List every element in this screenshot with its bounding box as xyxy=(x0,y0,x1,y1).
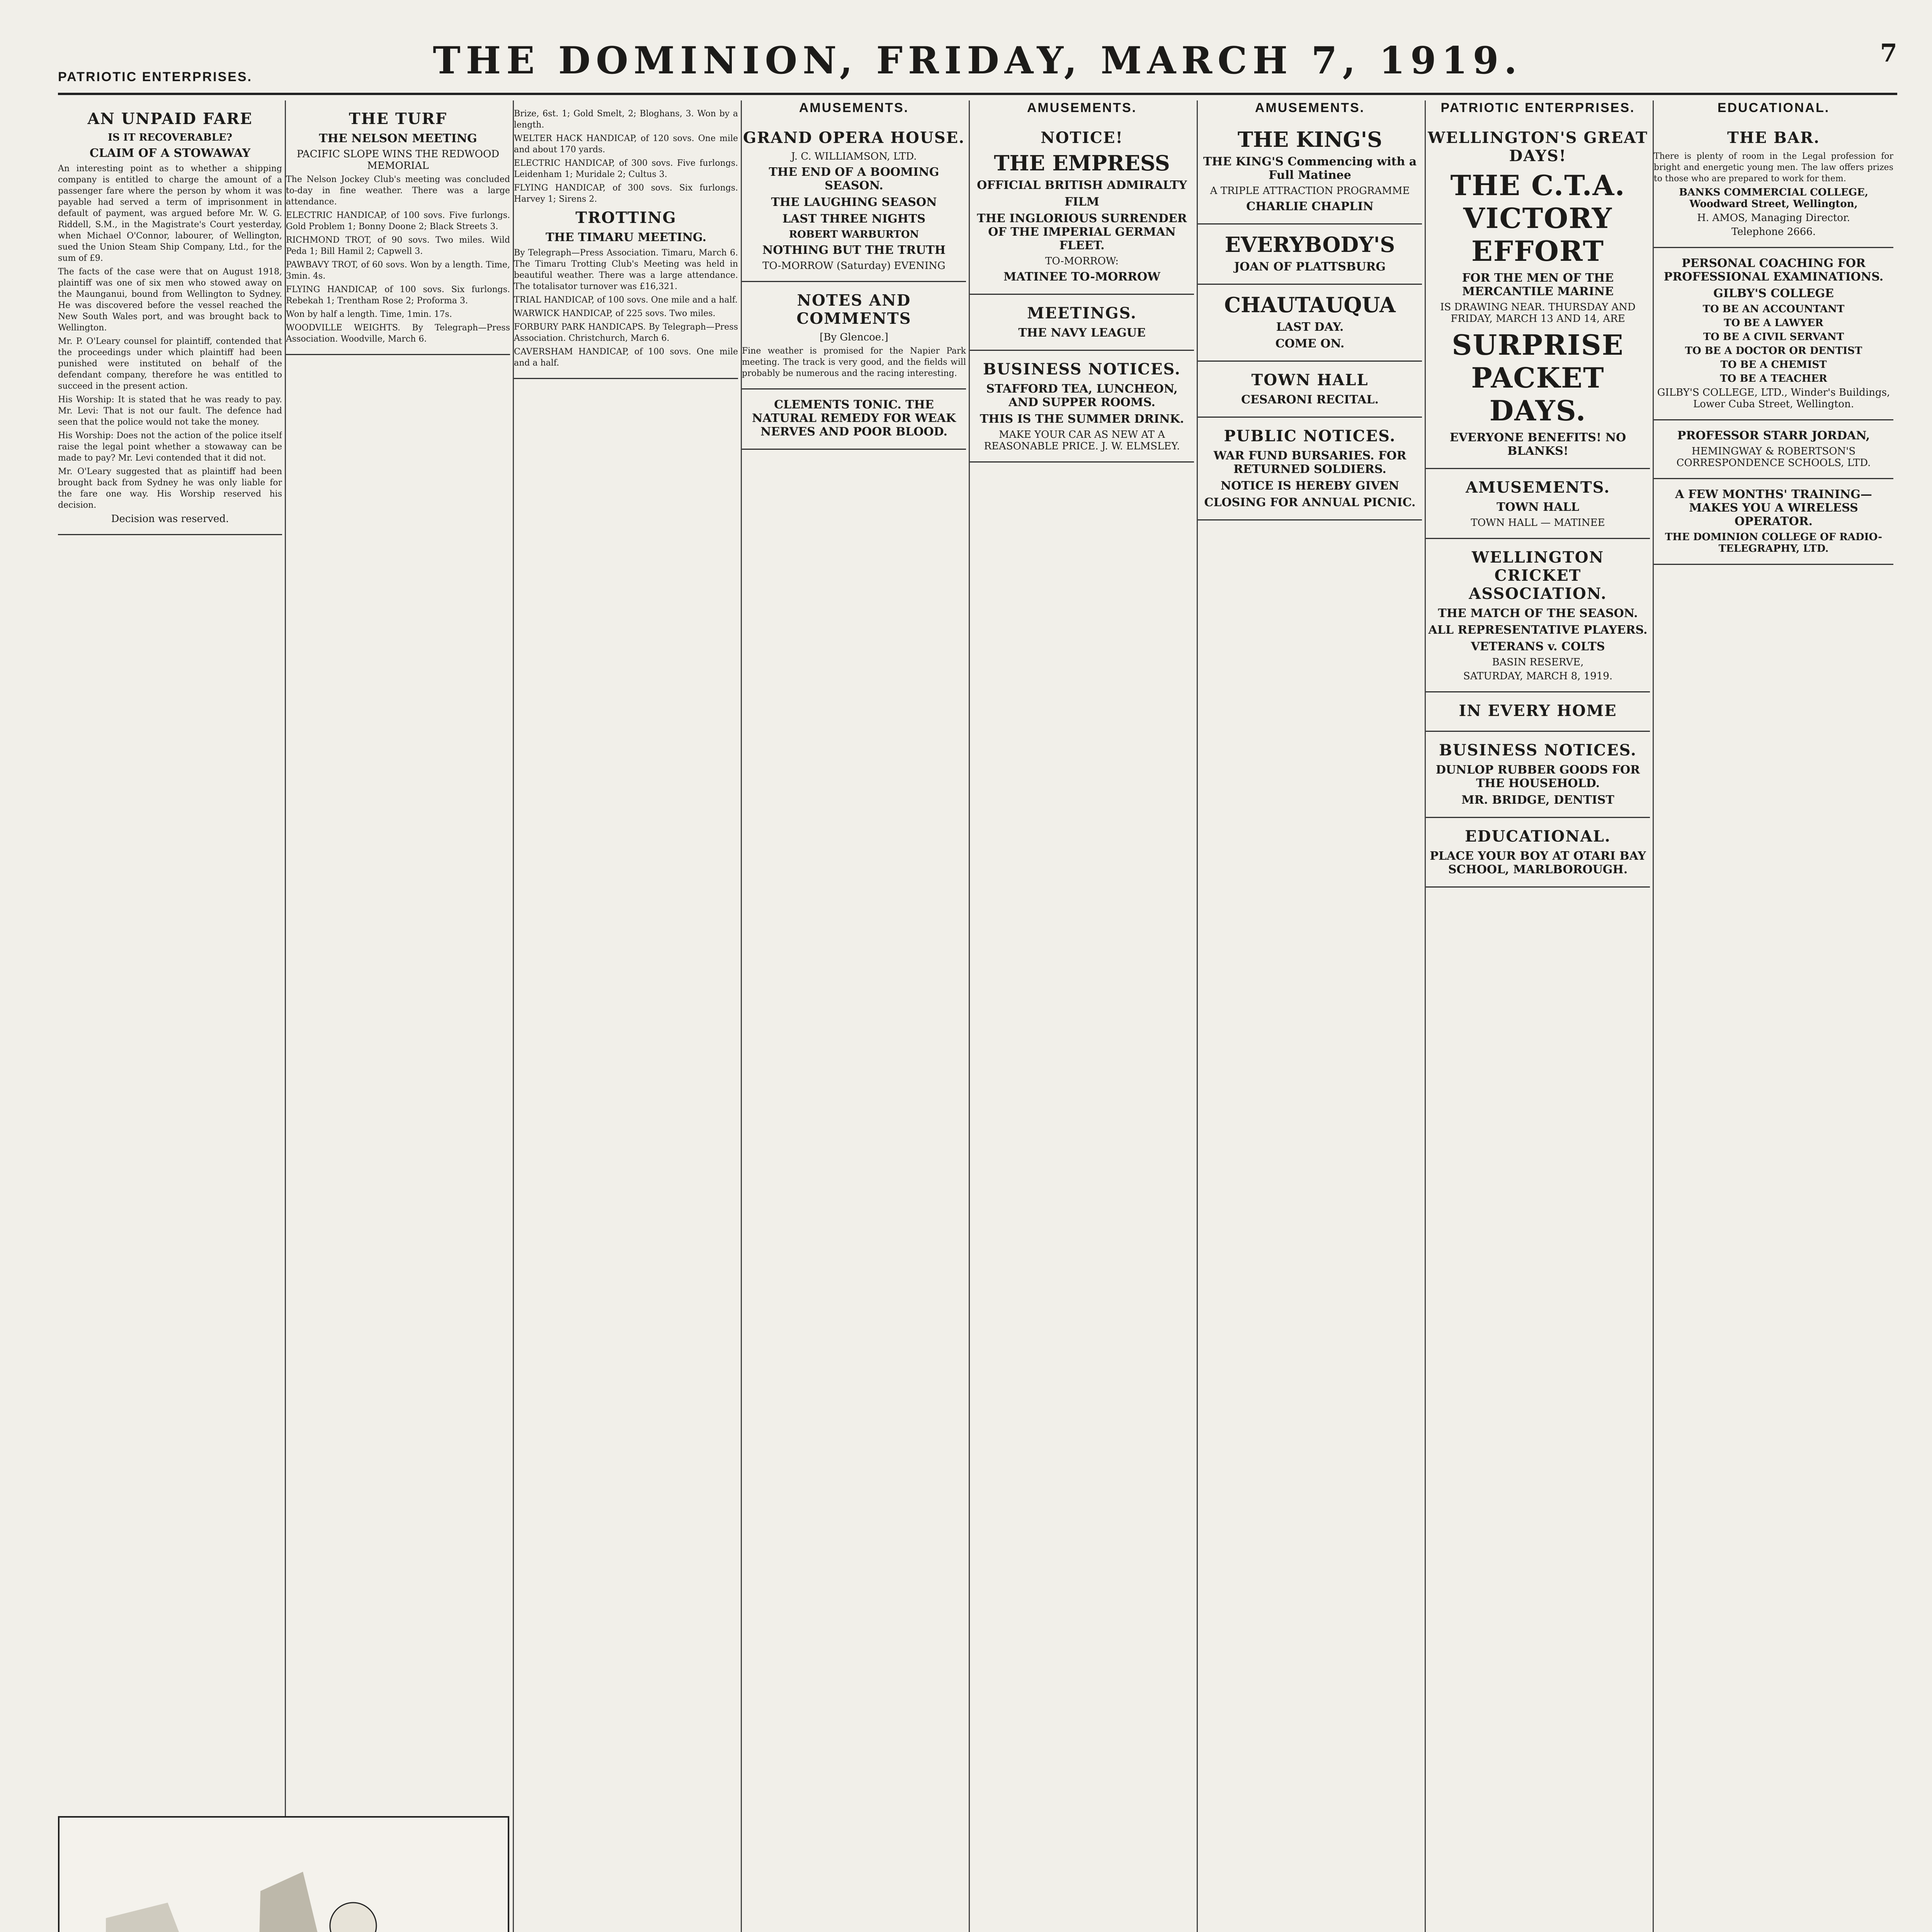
article-paragraph: Mr. P. O'Leary counsel for plaintiff, contended that the proceedings under which plaintiff had been punished were instituted on behalf of the defendant company, therefore he was entitled to succeed in the present action. xyxy=(58,337,282,391)
wireless-heading: A FEW MONTHS' TRAINING—MAKES YOU A WIRELESS OPERATOR. xyxy=(1675,488,1872,528)
triple-attraction: A TRIPLE ATTRACTION PROGRAMME xyxy=(1210,185,1410,197)
tomorrow-line: TO-MORROW: xyxy=(1045,255,1119,267)
every-home: IN EVERY HOME xyxy=(1459,702,1617,720)
article-subhead: PACIFIC SLOPE WINS THE REDWOOD MEMORIAL xyxy=(296,148,500,172)
article-paragraph: RICHMOND TROT, of 90 sovs. Two miles. Wild Peda 1; Bill Hamil 2; Capwell 3. xyxy=(286,235,510,256)
lawyer-line: TO BE A LAWYER xyxy=(1724,317,1823,329)
article-subhead: IS IT RECOVERABLE? xyxy=(108,132,232,143)
veterans-colts: VETERANS v. COLTS xyxy=(1471,640,1605,653)
article-paragraph: TRIAL HANDICAP, of 100 sovs. One mile and a half. xyxy=(514,295,738,305)
article-headline: THE TURF xyxy=(349,110,447,128)
page-number: 7 xyxy=(1880,39,1897,68)
notes-text: Fine weather is promised for the Napier Park meeting. The track is very good, and the fields will probably be numerous and the racing interesting. xyxy=(742,346,966,378)
newspaper-title: THE DOMINION, FRIDAY, MARCH 7, 1919. xyxy=(433,39,1522,82)
column-heading: AMUSEMENTS. xyxy=(1255,100,1365,115)
doctor-line: TO BE A DOCTOR OR DENTIST xyxy=(1685,345,1862,357)
accountant-line: TO BE AN ACCOUNTANT xyxy=(1702,303,1845,315)
article-paragraph: FORBURY PARK HANDICAPS. By Telegraph—Press Association. Christchurch, March 6. xyxy=(514,322,738,343)
article-paragraph: Brize, 6st. 1; Gold Smelt, 2; Bloghans, 3. Won by a length. xyxy=(514,109,738,130)
summer-drink-ad: THIS IS THE SUMMER DRINK. xyxy=(980,412,1184,426)
hemingway-schools: HEMINGWAY & ROBERTSON'S CORRESPONDENCE SCHOOLS, LTD. xyxy=(1676,446,1871,469)
telephone: Telephone 2666. xyxy=(1731,226,1816,238)
jordan-heading: PROFESSOR STARR JORDAN, xyxy=(1677,429,1870,442)
business-notices-heading: BUSINESS NOTICES. xyxy=(1439,741,1637,759)
town-hall: TOWN HALL xyxy=(1251,371,1369,389)
theatre-nights: LAST THREE NIGHTS xyxy=(782,212,925,226)
article-subhead: CLAIM OF A STOWAWAY xyxy=(89,146,251,160)
notice-heading: NOTICE! xyxy=(1041,129,1123,147)
column-heading: EDUCATIONAL. xyxy=(1717,100,1830,115)
article-headline: AN UNPAID FARE xyxy=(87,110,253,128)
chemist-line: TO BE A CHEMIST xyxy=(1720,359,1827,371)
article-paragraph: His Worship: Does not the action of the police itself raise the legal point whether a stowaway can be made to pay? Mr. Levi contended that it did not. xyxy=(58,431,282,463)
educational-heading: EDUCATIONAL. xyxy=(1465,827,1611,845)
gilby-college: GILBY'S COLLEGE xyxy=(1713,287,1834,300)
public-notices-heading: PUBLIC NOTICES. xyxy=(1224,427,1396,445)
match-date: SATURDAY, MARCH 8, 1919. xyxy=(1463,670,1613,682)
last-day: LAST DAY. xyxy=(1276,320,1344,334)
notes-author: [By Glencoe.] xyxy=(820,332,888,343)
column-4 xyxy=(742,100,966,1932)
empress-name: THE EMPRESS xyxy=(994,151,1170,175)
article-paragraph: FLYING HANDICAP, of 300 sovs. Six furlongs. Harvey 1; Sirens 2. xyxy=(514,183,738,204)
masthead-left: PATRIOTIC ENTERPRISES. xyxy=(58,70,253,84)
amusements-subheading: AMUSEMENTS. xyxy=(1465,478,1611,497)
theatre-show: THE LAUGHING SEASON xyxy=(771,196,937,209)
coaching-heading: PERSONAL COACHING FOR PROFESSIONAL EXAMINATIONS. xyxy=(1663,257,1884,284)
article-subhead: THE NELSON MEETING xyxy=(319,132,477,145)
article-headline: TROTTING xyxy=(575,209,677,227)
notice-hereby: NOTICE IS HEREBY GIVEN xyxy=(1220,479,1400,493)
column-7 xyxy=(1426,100,1650,1932)
article-paragraph: ELECTRIC HANDICAP, of 100 sovs. Five furlongs. Gold Problem 1; Bonny Doone 2; Black Streets 3. xyxy=(286,211,510,231)
town-hall-matinee: TOWN HALL — MATINEE xyxy=(1471,517,1605,529)
cesaroni: CESARONI RECITAL. xyxy=(1241,393,1379,406)
column-heading: PATRIOTIC ENTERPRISES. xyxy=(1440,100,1635,115)
article-paragraph: WELTER HACK HANDICAP, of 120 sovs. One mile and about 170 yards. xyxy=(514,134,738,155)
theatre-name: GRAND OPERA HOUSE. xyxy=(743,129,965,147)
article-paragraph: Mr. O'Leary suggested that as plaintiff had been brought back from Sydney he was only liable for the fare one way. His Worship reserved his decision. xyxy=(58,467,282,510)
column-heading: AMUSEMENTS. xyxy=(799,100,909,115)
closing-picnic: CLOSING FOR ANNUAL PICNIC. xyxy=(1204,496,1416,509)
column-5 xyxy=(970,100,1194,1932)
article-paragraph: WARWICK HANDICAP, of 225 sovs. Two miles. xyxy=(514,309,716,318)
article-paragraph: CAVERSHAM HANDICAP, of 100 sovs. One mile and a half. xyxy=(514,347,738,368)
column-8 xyxy=(1654,100,1893,1932)
article-paragraph: WOODVILLE WEIGHTS. By Telegraph—Press Association. Woodville, March 6. xyxy=(286,323,510,344)
film-line: FILM xyxy=(1065,195,1099,209)
notes-heading: NOTES AND COMMENTS xyxy=(796,291,912,328)
chaplin: CHARLIE CHAPLIN xyxy=(1246,200,1374,213)
town-hall: TOWN HALL xyxy=(1497,500,1579,514)
column-heading: AMUSEMENTS. xyxy=(1027,100,1137,115)
article-paragraph: PAWBAVY TROT, of 60 sovs. Won by a length. Time, 3min. 4s. xyxy=(286,260,510,281)
teacher-line: TO BE A TEACHER xyxy=(1720,373,1827,384)
navy-league: THE NAVY LEAGUE xyxy=(1018,326,1146,340)
come-on: COME ON. xyxy=(1275,337,1345,350)
column-6 xyxy=(1198,100,1422,1932)
elmsley-ad: MAKE YOUR CAR AS NEW AT A REASONABLE PRICE. J. W. ELMSLEY. xyxy=(984,429,1180,452)
the-bar-heading: THE BAR. xyxy=(1727,129,1820,147)
article-paragraph: FLYING HANDICAP, of 100 sovs. Six furlongs. Rebekah 1; Trentham Rose 2; Proforma 3. xyxy=(286,285,510,306)
gilby-address: GILBY'S COLLEGE, LTD., Winder's Buildings, Lower Cuba Street, Wellington. xyxy=(1657,387,1890,410)
theatre-actor: ROBERT WARBURTON xyxy=(789,229,919,240)
clements-tonic-ad: CLEMENTS TONIC. THE NATURAL REMEDY FOR WEAK NERVES AND POOR BLOOD. xyxy=(752,398,956,439)
matinee-line: MATINEE TO-MORROW xyxy=(1003,270,1160,284)
article-paragraph: His Worship: It is stated that he was ready to pay. Mr. Levi: That is not our fault. The defence had seen that the police would not take the money. xyxy=(58,395,282,427)
surrender-line: THE INGLORIOUS SURRENDER OF THE IMPERIAL GERMAN FLEET. xyxy=(977,212,1187,252)
the-bar-text: There is plenty of room in the Legal profession for bright and energetic young men. The law offers prizes to those who are prepared to work for them. xyxy=(1654,151,1893,184)
chautauqua-heading: CHAUTAUQUA xyxy=(1224,293,1396,317)
article-paragraph: By Telegraph—Press Association. Timaru, March 6. The Timaru Trotting Club's Meeting was held in beautiful weather. There was a large attendance. The totalisator turnover was £16,321. xyxy=(514,248,738,291)
cta-victory: THE C.T.A. VICTORY EFFORT xyxy=(1450,169,1626,267)
cricket-association: WELLINGTON CRICKET ASSOCIATION. xyxy=(1469,548,1607,603)
amos-director: H. AMOS, Managing Director. xyxy=(1697,212,1850,224)
mercantile-marine: FOR THE MEN OF THE MERCANTILE MARINE xyxy=(1462,271,1614,298)
everyone-benefits: EVERYONE BENEFITS! NO BLANKS! xyxy=(1449,431,1626,458)
radio-college: THE DOMINION COLLEGE OF RADIO-TELEGRAPHY, LTD. xyxy=(1665,531,1883,554)
theatre-comedy: NOTHING BUT THE TRUTH xyxy=(762,243,946,257)
article-paragraph: An interesting point as to whether a shipping company is entitled to charge the amount of a passenger fare where the person by whom it was payable had served a term of imprisonment in default of payment, was argued before Mr. W. G. Riddell, S.M., in the Magistrate's Court yesterday, when Michael O'Connor, labourer, of Wellington, sued the Union Steam Ship Company, Ltd., for the sum of £9. xyxy=(58,164,282,263)
representative-players: ALL REPRESENTATIVE PLAYERS. xyxy=(1428,623,1648,637)
article-footer: Decision was reserved. xyxy=(111,513,229,525)
match-of-season: THE MATCH OF THE SEASON. xyxy=(1438,607,1638,620)
meetings-heading: MEETINGS. xyxy=(1027,304,1137,322)
theatre-event: THE END OF A BOOMING SEASON. xyxy=(769,165,939,192)
war-fund: WAR FUND BURSARIES. FOR RETURNED SOLDIERS. xyxy=(1213,449,1406,476)
wellington-great-days: WELLINGTON'S GREAT DAYS! xyxy=(1428,129,1648,165)
article-paragraph: The facts of the case were that on August 1918, plaintiff was one of six men who stowed away on the Maunganui, bound from Wellington to Sydney. He was discovered before the vessel reached the New South Wales port, and was brought back to Wellington. xyxy=(58,267,282,333)
everybodys-theatre: EVERYBODY'S xyxy=(1225,232,1395,257)
column-1 xyxy=(58,100,282,1932)
article-paragraph: The Nelson Jockey Club's meeting was concluded to-day in fine weather. There was a large attendance. xyxy=(286,175,510,207)
theatre-tonight: TO-MORROW (Saturday) EVENING xyxy=(762,260,946,272)
theatre-direction: J. C. WILLIAMSON, LTD. xyxy=(791,151,917,162)
drawing-near: IS DRAWING NEAR. THURSDAY AND FRIDAY, MARCH 13 AND 14, ARE xyxy=(1440,301,1636,325)
column-3 xyxy=(514,100,738,1932)
admiralty-line: OFFICIAL BRITISH ADMIRALTY xyxy=(977,179,1187,192)
masthead xyxy=(58,23,1897,95)
banks-college: BANKS COMMERCIAL COLLEGE, Woodward Street, Wellington, xyxy=(1679,187,1868,210)
kings-theatre: THE KING'S xyxy=(1237,127,1383,152)
kings-sub: THE KING'S Commencing with a Full Matinee xyxy=(1203,155,1417,182)
business-notices-heading: BUSINESS NOTICES. xyxy=(983,360,1181,378)
joan-title: JOAN OF PLATTSBURG xyxy=(1234,260,1386,274)
otari-school: PLACE YOUR BOY AT OTARI BAY SCHOOL, MARLBOROUGH. xyxy=(1430,849,1646,876)
basin-reserve: BASIN RESERVE, xyxy=(1492,656,1584,668)
stafford-ad: STAFFORD TEA, LUNCHEON, AND SUPPER ROOMS. xyxy=(986,382,1178,409)
surprise-packet: SURPRISE PACKET DAYS. xyxy=(1452,328,1624,427)
column-2 xyxy=(286,100,510,1932)
dunlop-ad: DUNLOP RUBBER GOODS FOR THE HOUSEHOLD. xyxy=(1435,763,1640,790)
article-paragraph: ELECTRIC HANDICAP, of 300 sovs. Five furlongs. Leidenham 1; Muridale 2; Cultus 3. xyxy=(514,158,738,179)
article-paragraph: Won by half a length. Time, 1min. 17s. xyxy=(286,310,452,319)
article-subhead: THE TIMARU MEETING. xyxy=(545,231,707,244)
bridge-dentist: MR. BRIDGE, DENTIST xyxy=(1461,793,1614,807)
civil-servant-line: TO BE A CIVIL SERVANT xyxy=(1703,331,1844,343)
